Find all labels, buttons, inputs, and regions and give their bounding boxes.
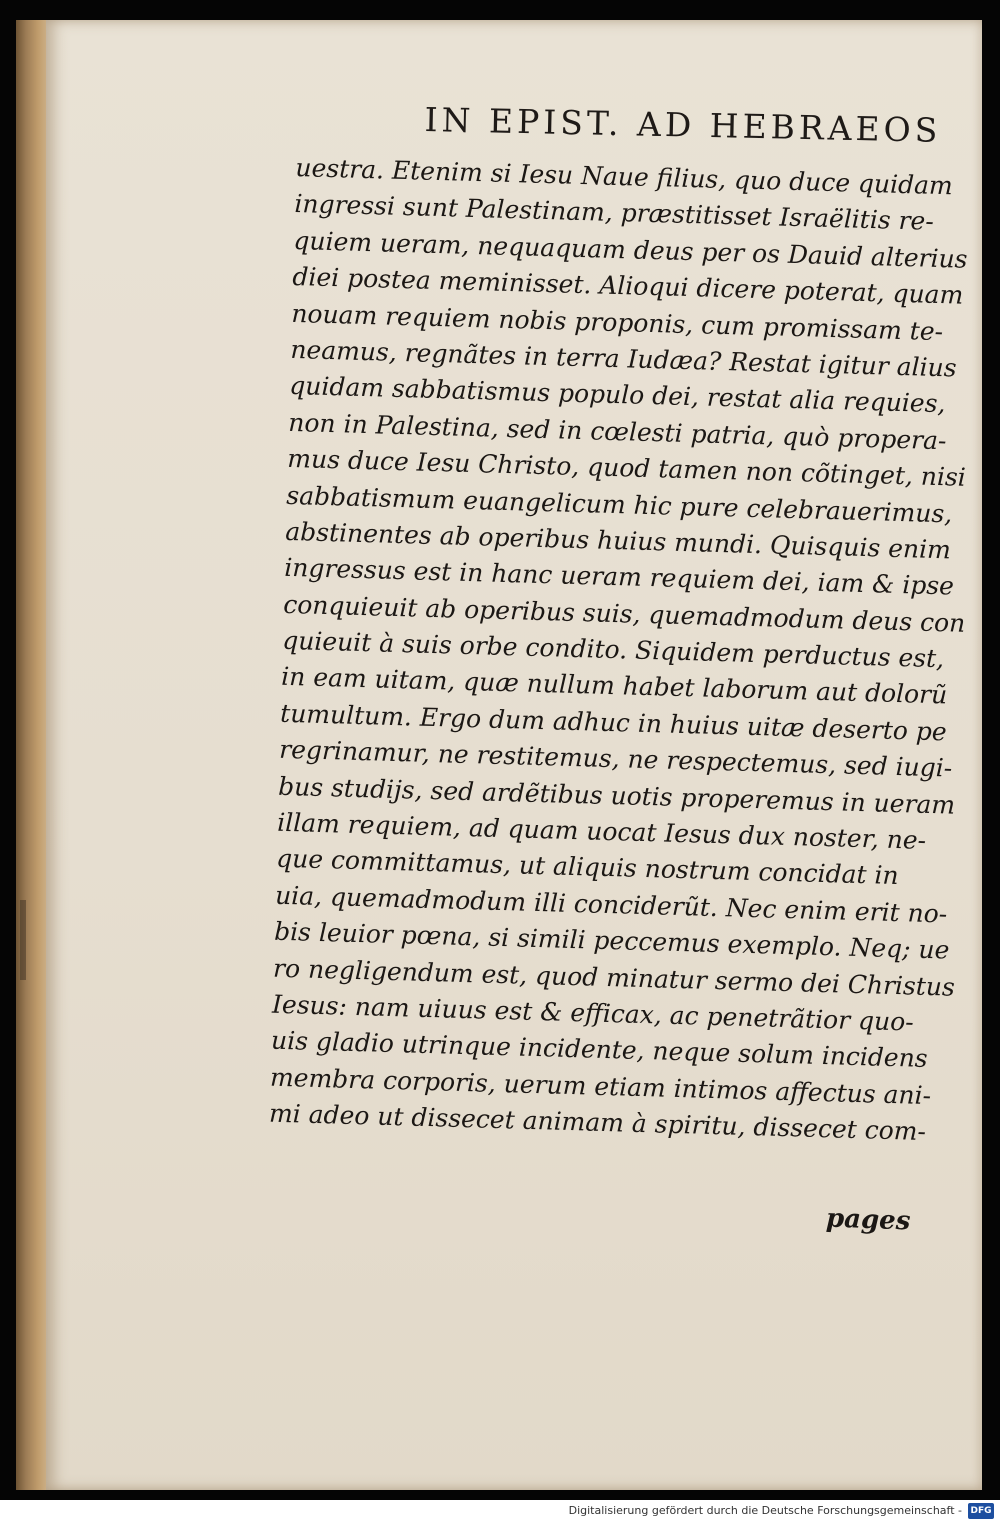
text-line: in eam uitam, quæ nullum habet laborum aut dolorũ xyxy=(280,662,948,710)
text-line: ingressi sunt Palestinam, præstitisset Israëlitis re- xyxy=(294,189,935,237)
text-line: Iesus: nam uiuus est & efficax, ac penetrãtior quo- xyxy=(271,989,915,1037)
text-line: quidam sabbatismus populo dei, restat alia requies, xyxy=(289,371,946,419)
text-line: bus studijs, sed ardẽtibus uotis properemus in ueram xyxy=(277,771,956,820)
text-line: tumultum. Ergo dum adhuc in huius uitæ deserto pe xyxy=(279,698,948,747)
text-line: sabbatismum euangelicum hic pure celebrauerimus, xyxy=(285,480,953,528)
text-line: nouam requiem nobis proponis, cum promissam te- xyxy=(291,298,944,346)
text-line: neamus, regnãtes in terra Iudæa? Restat igitur alius xyxy=(290,334,957,383)
text-line: regrinamur, ne restitemus, ne respectemus, sed iugi- xyxy=(278,735,953,783)
text-line: uestra. Etenim si Iesu Naue filius, quo duce quidam xyxy=(295,152,954,201)
text-line: abstinentes ab operibus huius mundi. Quisquis enim xyxy=(284,516,952,565)
text-line: ro negligendum est, quod minatur sermo dei Christus xyxy=(272,953,956,1002)
text-line: membra corporis, uerum etiam intimos affectus ani- xyxy=(269,1062,932,1110)
text-line: que committamus, ut aliquis nostrum concidat in xyxy=(275,844,899,891)
text-line: uia, quemadmodum illi conciderũt. Nec enim erit no- xyxy=(274,880,948,929)
text-line: mus duce Iesu Christo, quod tamen non cõtinget, nisi xyxy=(286,444,967,492)
text-line: illam requiem, ad quam uocat Iesus dux noster, ne- xyxy=(276,807,927,855)
text-line: quieuit à suis orbe condito. Siquidem perductus est, xyxy=(281,625,945,674)
dfg-logo-icon[interactable]: DFG xyxy=(968,1503,994,1519)
text-line: uis gladio utrinque incidente, neque solum incidens xyxy=(270,1026,929,1074)
text-line: quiem ueram, nequaquam deus per os Dauid alterius xyxy=(293,225,968,274)
body-text xyxy=(268,150,968,1150)
text-line: diei postea meminisset. Alioqui dicere poterat, quam xyxy=(292,262,964,310)
running-header: IN EPIST. AD HEBRAEOS xyxy=(424,100,942,150)
binding-shadow xyxy=(20,900,26,980)
text-line: non in Palestina, sed in cœlesti patria, quò propera- xyxy=(287,407,947,456)
text-line: mi adeo ut dissecet animam à spiritu, dissecet com- xyxy=(268,1098,927,1147)
text-line: conquieuit ab operibus suis, quemadmodum deus con xyxy=(282,589,966,638)
catchword: pages xyxy=(825,1203,911,1237)
funding-credit: Digitalisierung gefördert durch die Deutsche Forschungsgemeinschaft - xyxy=(568,1504,962,1517)
footer-bar xyxy=(0,1500,1000,1524)
text-line: bis leuior pœna, si simili peccemus exemplo. Neq; ue xyxy=(273,916,950,965)
text-line: ingressus est in hanc ueram requiem dei, iam & ipse xyxy=(283,553,955,601)
